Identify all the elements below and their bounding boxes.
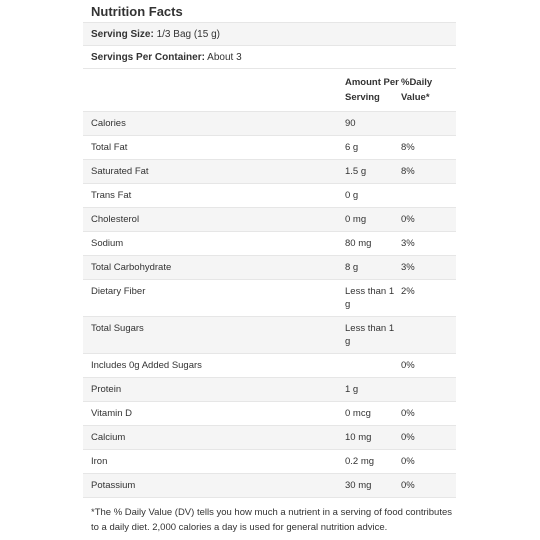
- servings-per-container-label: Servings Per Container:: [91, 52, 205, 63]
- table-row: [83, 112, 456, 136]
- nutrient-name: Iron: [83, 450, 345, 474]
- table-row: [83, 208, 456, 232]
- table-row: [83, 426, 456, 450]
- nutrient-daily-value: 0%: [401, 354, 456, 378]
- table-row: [83, 474, 456, 498]
- nutrient-daily-value: 0%: [401, 450, 456, 474]
- nutrient-daily-value: 2%: [401, 280, 456, 317]
- nutrient-amount: 0 mg: [345, 208, 401, 232]
- nutrition-table: [83, 69, 456, 498]
- nutrient-name: Potassium: [83, 474, 345, 498]
- nutrient-amount: 10 mg: [345, 426, 401, 450]
- table-row: [83, 402, 456, 426]
- nutrient-name: Cholesterol: [83, 208, 345, 232]
- nutrient-daily-value: 8%: [401, 136, 456, 160]
- nutrient-name: Total Carbohydrate: [83, 256, 345, 280]
- nutrient-name: Total Fat: [83, 136, 345, 160]
- nutrient-daily-value: [401, 378, 456, 402]
- amount-column-header: Amount Per Serving: [345, 69, 401, 112]
- table-row: [83, 317, 456, 354]
- nutrient-rows: [83, 112, 456, 498]
- nutrient-column-header: [83, 69, 345, 112]
- nutrition-title: Nutrition Facts: [83, 0, 456, 23]
- nutrient-name: Dietary Fiber: [83, 280, 345, 317]
- nutrient-name: Includes 0g Added Sugars: [83, 354, 345, 378]
- nutrient-amount: 1 g: [345, 378, 401, 402]
- table-row: [83, 136, 456, 160]
- nutrient-name: Total Sugars: [83, 317, 345, 354]
- nutrient-amount: 0.2 mg: [345, 450, 401, 474]
- nutrient-name: Protein: [83, 378, 345, 402]
- nutrition-facts-panel: [83, 0, 456, 535]
- nutrient-amount: 90: [345, 112, 401, 136]
- nutrient-amount: Less than 1 g: [345, 280, 401, 317]
- nutrient-daily-value: [401, 184, 456, 208]
- nutrient-name: Calories: [83, 112, 345, 136]
- table-row: [83, 232, 456, 256]
- serving-size-value: 1/3 Bag (15 g): [156, 29, 220, 40]
- servings-per-container-row: [83, 46, 456, 69]
- nutrient-amount: 6 g: [345, 136, 401, 160]
- table-row: [83, 450, 456, 474]
- nutrient-daily-value: 0%: [401, 402, 456, 426]
- nutrient-daily-value: 3%: [401, 256, 456, 280]
- table-row: [83, 256, 456, 280]
- table-row: [83, 378, 456, 402]
- nutrient-amount: 1.5 g: [345, 160, 401, 184]
- nutrient-name: Trans Fat: [83, 184, 345, 208]
- nutrient-name: Calcium: [83, 426, 345, 450]
- nutrient-amount: 30 mg: [345, 474, 401, 498]
- nutrient-amount: [345, 354, 401, 378]
- nutrient-amount: Less than 1 g: [345, 317, 401, 354]
- nutrient-name: Sodium: [83, 232, 345, 256]
- nutrient-daily-value: 0%: [401, 208, 456, 232]
- nutrient-daily-value: 0%: [401, 474, 456, 498]
- nutrient-daily-value: 0%: [401, 426, 456, 450]
- table-row: [83, 160, 456, 184]
- table-header-row: [83, 69, 456, 112]
- nutrient-daily-value: 3%: [401, 232, 456, 256]
- nutrient-daily-value: [401, 317, 456, 354]
- table-row: [83, 184, 456, 208]
- nutrient-daily-value: [401, 112, 456, 136]
- nutrient-name: Vitamin D: [83, 402, 345, 426]
- nutrient-amount: 0 mcg: [345, 402, 401, 426]
- serving-size-row: [83, 23, 456, 46]
- table-row: [83, 354, 456, 378]
- nutrient-name: Saturated Fat: [83, 160, 345, 184]
- servings-per-container-value: About 3: [207, 52, 242, 63]
- nutrient-daily-value: 8%: [401, 160, 456, 184]
- nutrient-amount: 8 g: [345, 256, 401, 280]
- daily-value-footnote: *The % Daily Value (DV) tells you how much a nutrient in a serving of food contributes to a daily diet. 2,000 calories a day is used for general nutrition advice.: [91, 507, 452, 533]
- daily-value-column-header: %Daily Value*: [401, 69, 456, 112]
- nutrient-amount: 80 mg: [345, 232, 401, 256]
- table-row: [83, 280, 456, 317]
- serving-size-label: Serving Size:: [91, 29, 154, 40]
- nutrient-amount: 0 g: [345, 184, 401, 208]
